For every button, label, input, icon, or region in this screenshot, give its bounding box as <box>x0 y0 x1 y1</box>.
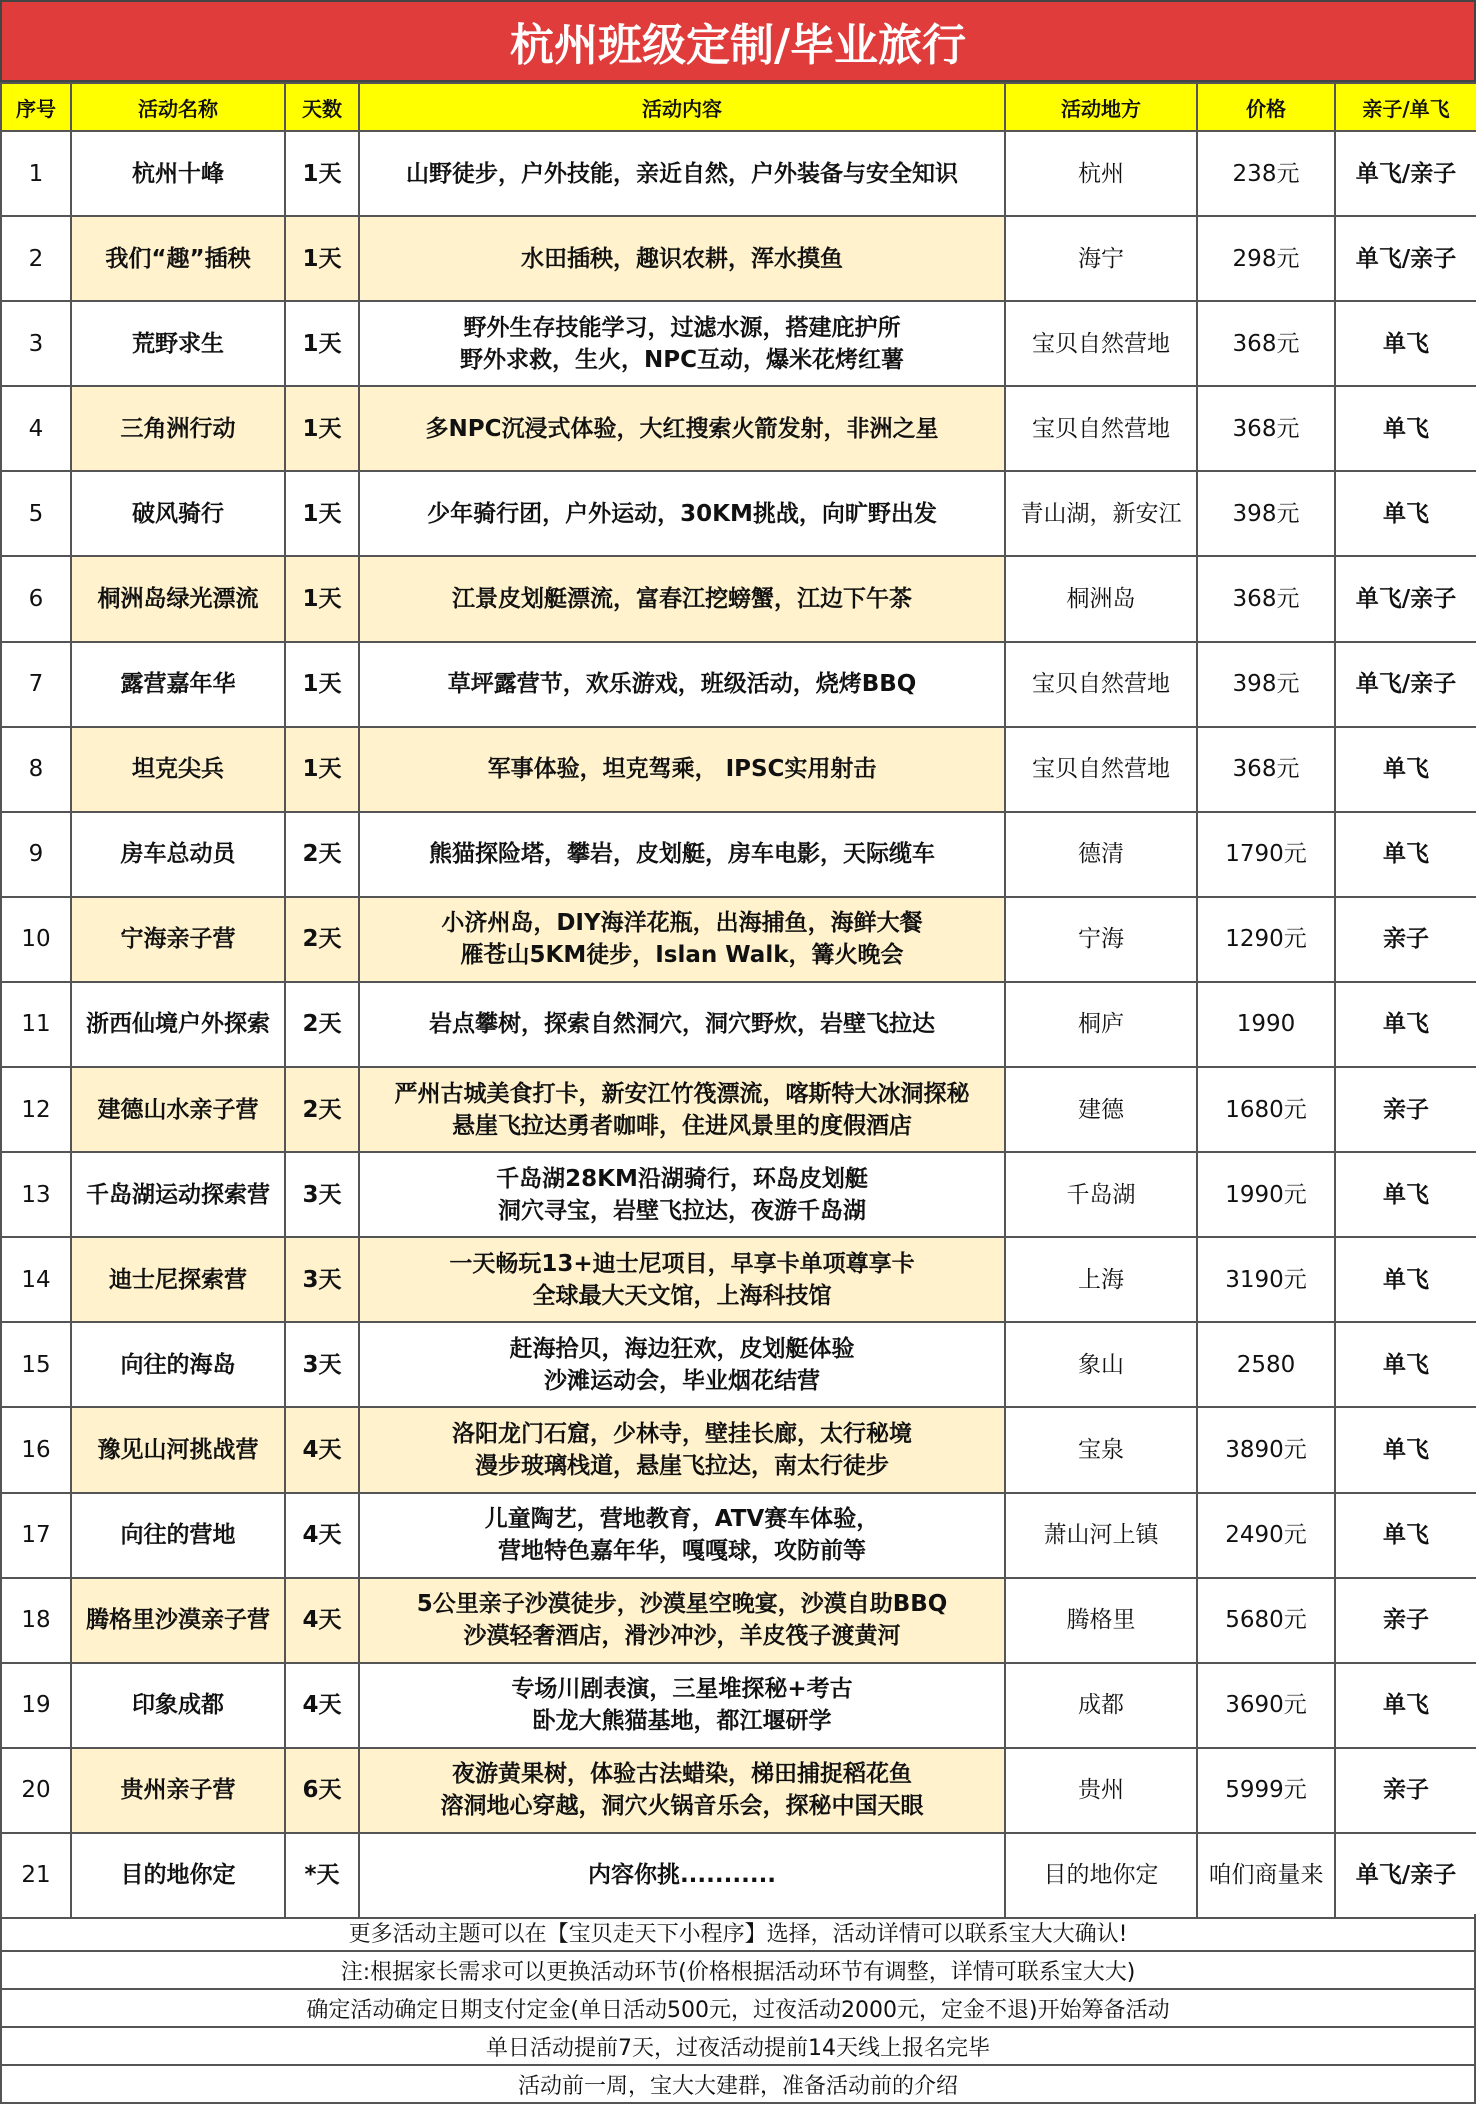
cell-place: 桐洲岛 <box>1005 556 1197 641</box>
cell-price: 咱们商量来 <box>1197 1833 1335 1918</box>
cell-type: 单飞 <box>1335 471 1476 556</box>
cell-no: 6 <box>1 556 71 641</box>
note-line: 活动前一周，宝大大建群，准备活动前的介绍 <box>0 2066 1476 2104</box>
cell-no: 10 <box>1 897 71 982</box>
cell-content <box>359 897 1005 982</box>
cell-no: 1 <box>1 131 71 216</box>
cell-no: 16 <box>1 1407 71 1492</box>
cell-price: 398元 <box>1197 642 1335 727</box>
cell-name: 坦克尖兵 <box>71 727 285 812</box>
note-line: 注:根据家长需求可以更换活动环节(价格根据活动环节有调整，详情可联系宝大大) <box>0 1952 1476 1990</box>
note-line: 更多活动主题可以在【宝贝走天下小程序】选择，活动详情可以联系宝大大确认! <box>0 1914 1476 1952</box>
cell-place: 宝贝自然营地 <box>1005 727 1197 812</box>
content-line: 岩点攀树，探索自然洞穴，洞穴野炊，岩壁飞拉达 <box>429 1011 935 1038</box>
header-name: 活动名称 <box>71 83 285 131</box>
sheet-title: 杭州班级定制/毕业旅行 <box>0 0 1476 82</box>
cell-price: 5680元 <box>1197 1578 1335 1663</box>
cell-price: 368元 <box>1197 727 1335 812</box>
cell-days: 2天 <box>285 897 359 982</box>
cell-no: 11 <box>1 982 71 1067</box>
header-place: 活动地方 <box>1005 83 1197 131</box>
cell-content <box>359 1322 1005 1407</box>
cell-days: 4天 <box>285 1493 359 1578</box>
cell-days: 1天 <box>285 642 359 727</box>
note-line: 单日活动提前7天，过夜活动提前14天线上报名完毕 <box>0 2028 1476 2066</box>
cell-no: 4 <box>1 386 71 471</box>
note-line: 确定活动确定日期支付定金(单日活动500元，过夜活动2000元，定金不退)开始筹备活动 <box>0 1990 1476 2028</box>
cell-name: 房车总动员 <box>71 812 285 897</box>
content-line: 洛阳龙门石窟，少林寺，壁挂长廊，太行秘境 <box>452 1420 912 1447</box>
cell-type: 单飞/亲子 <box>1335 131 1476 216</box>
cell-price: 3690元 <box>1197 1663 1335 1748</box>
content-line: 全球最大天文馆，上海科技馆 <box>532 1282 832 1309</box>
cell-days: 2天 <box>285 812 359 897</box>
cell-days: 3天 <box>285 1152 359 1237</box>
cell-type: 单飞 <box>1335 1322 1476 1407</box>
cell-place: 宝泉 <box>1005 1407 1197 1492</box>
content-line: 专场川剧表演，三星堆探秘+考古 <box>511 1676 853 1703</box>
table-row <box>1 1067 1476 1152</box>
cell-content <box>359 216 1005 301</box>
cell-days: 4天 <box>285 1407 359 1492</box>
cell-days: 2天 <box>285 1067 359 1152</box>
header-no: 序号 <box>1 83 71 131</box>
table-row <box>1 1493 1476 1578</box>
cell-place: 宝贝自然营地 <box>1005 301 1197 386</box>
table-row <box>1 131 1476 216</box>
cell-content <box>359 727 1005 812</box>
table-row <box>1 1237 1476 1322</box>
content-line: 5公里亲子沙漠徒步，沙漠星空晚宴，沙漠自助BBQ <box>416 1591 948 1618</box>
table-row <box>1 1152 1476 1237</box>
cell-content <box>359 1578 1005 1663</box>
cell-no: 13 <box>1 1152 71 1237</box>
content-line: 多NPC沉浸式体验，大红搜索火箭发射，非洲之星 <box>425 415 939 442</box>
content-line: 小济州岛，DIY海洋花瓶，出海捕鱼，海鲜大餐 <box>441 910 923 937</box>
cell-price: 5999元 <box>1197 1748 1335 1833</box>
content-line: 溶洞地心穿越，洞穴火锅音乐会，探秘中国天眼 <box>440 1793 924 1820</box>
cell-no: 17 <box>1 1493 71 1578</box>
cell-type: 单飞 <box>1335 1663 1476 1748</box>
table-row <box>1 1748 1476 1833</box>
cell-price: 2580 <box>1197 1322 1335 1407</box>
cell-days: 1天 <box>285 556 359 641</box>
cell-price: 1990元 <box>1197 1152 1335 1237</box>
cell-place: 贵州 <box>1005 1748 1197 1833</box>
cell-name: 目的地你定 <box>71 1833 285 1918</box>
cell-content <box>359 1748 1005 1833</box>
table-row <box>1 216 1476 301</box>
cell-name: 桐洲岛绿光漂流 <box>71 556 285 641</box>
content-line: 熊猫探险塔，攀岩，皮划艇，房车电影，天际缆车 <box>429 841 935 868</box>
cell-price: 2490元 <box>1197 1493 1335 1578</box>
cell-no: 15 <box>1 1322 71 1407</box>
cell-place: 德清 <box>1005 812 1197 897</box>
content-line: 赶海拾贝，海边狂欢，皮划艇体验 <box>509 1335 855 1362</box>
cell-place: 宝贝自然营地 <box>1005 642 1197 727</box>
content-line: 江景皮划艇漂流，富春江挖螃蟹，江边下午茶 <box>452 586 912 613</box>
cell-price: 1680元 <box>1197 1067 1335 1152</box>
cell-price: 368元 <box>1197 301 1335 386</box>
table-row <box>1 301 1476 386</box>
cell-type: 单飞/亲子 <box>1335 1833 1476 1918</box>
cell-content <box>359 1407 1005 1492</box>
cell-price: 1790元 <box>1197 812 1335 897</box>
cell-type: 单飞 <box>1335 1407 1476 1492</box>
content-line: 沙滩运动会，毕业烟花结营 <box>544 1367 820 1394</box>
cell-name: 印象成都 <box>71 1663 285 1748</box>
cell-days: 1天 <box>285 386 359 471</box>
cell-type: 单飞/亲子 <box>1335 216 1476 301</box>
table-row <box>1 471 1476 556</box>
cell-place: 成都 <box>1005 1663 1197 1748</box>
content-line: 一天畅玩13+迪士尼项目，早享卡单项尊享卡 <box>449 1250 915 1277</box>
table-row <box>1 1407 1476 1492</box>
content-line: 夜游黄果树，体验古法蜡染，梯田捕捉稻花鱼 <box>452 1761 912 1788</box>
cell-days: 1天 <box>285 727 359 812</box>
cell-name: 向往的营地 <box>71 1493 285 1578</box>
cell-no: 19 <box>1 1663 71 1748</box>
cell-no: 20 <box>1 1748 71 1833</box>
cell-price: 298元 <box>1197 216 1335 301</box>
cell-days: 6天 <box>285 1748 359 1833</box>
cell-days: *天 <box>285 1833 359 1918</box>
cell-days: 3天 <box>285 1237 359 1322</box>
cell-content <box>359 131 1005 216</box>
cell-type: 单飞 <box>1335 727 1476 812</box>
cell-type: 单飞 <box>1335 1237 1476 1322</box>
cell-name: 荒野求生 <box>71 301 285 386</box>
content-line: 千岛湖28KM沿湖骑行，环岛皮划艇 <box>496 1165 868 1192</box>
table-row <box>1 642 1476 727</box>
cell-place: 桐庐 <box>1005 982 1197 1067</box>
cell-content <box>359 812 1005 897</box>
cell-place: 象山 <box>1005 1322 1197 1407</box>
cell-days: 2天 <box>285 982 359 1067</box>
cell-name: 建德山水亲子营 <box>71 1067 285 1152</box>
cell-content <box>359 301 1005 386</box>
cell-no: 9 <box>1 812 71 897</box>
cell-days: 1天 <box>285 131 359 216</box>
content-line: 内容你挑........... <box>587 1862 777 1889</box>
cell-content <box>359 982 1005 1067</box>
table-row <box>1 812 1476 897</box>
cell-content <box>359 386 1005 471</box>
cell-name: 浙西仙境户外探索 <box>71 982 285 1067</box>
cell-no: 21 <box>1 1833 71 1918</box>
table-row <box>1 727 1476 812</box>
header-type: 亲子/单飞 <box>1335 83 1476 131</box>
cell-name: 腾格里沙漠亲子营 <box>71 1578 285 1663</box>
cell-place: 宝贝自然营地 <box>1005 386 1197 471</box>
content-line: 雁苍山5KM徒步，Islan Walk，篝火晚会 <box>460 942 904 969</box>
cell-type: 亲子 <box>1335 897 1476 982</box>
content-line: 水田插秧，趣识农耕，浑水摸鱼 <box>521 245 843 272</box>
cell-type: 单飞/亲子 <box>1335 556 1476 641</box>
cell-place: 萧山河上镇 <box>1005 1493 1197 1578</box>
cell-name: 我们“趣”插秧 <box>71 216 285 301</box>
cell-type: 亲子 <box>1335 1067 1476 1152</box>
cell-name: 破风骑行 <box>71 471 285 556</box>
content-line: 少年骑行团，户外运动，30KM挑战，向旷野出发 <box>427 500 937 527</box>
table-row <box>1 386 1476 471</box>
activity-table <box>0 82 1476 1919</box>
header-days: 天数 <box>285 83 359 131</box>
cell-content <box>359 642 1005 727</box>
cell-name: 三角洲行动 <box>71 386 285 471</box>
cell-type: 单飞 <box>1335 812 1476 897</box>
table-header-row <box>1 83 1476 131</box>
cell-price: 368元 <box>1197 386 1335 471</box>
table-body <box>1 131 1476 1918</box>
cell-name: 杭州十峰 <box>71 131 285 216</box>
cell-no: 18 <box>1 1578 71 1663</box>
cell-name: 贵州亲子营 <box>71 1748 285 1833</box>
content-line: 野外求救，生火，NPC互动，爆米花烤红薯 <box>460 346 904 373</box>
header-price: 价格 <box>1197 83 1335 131</box>
cell-place: 宁海 <box>1005 897 1197 982</box>
cell-content <box>359 556 1005 641</box>
notes-section <box>0 1914 1476 2104</box>
cell-content <box>359 1067 1005 1152</box>
cell-name: 千岛湖运动探索营 <box>71 1152 285 1237</box>
cell-type: 单飞 <box>1335 301 1476 386</box>
content-line: 儿童陶艺，营地教育，ATV赛车体验， <box>484 1506 880 1533</box>
cell-price: 1290元 <box>1197 897 1335 982</box>
cell-price: 3890元 <box>1197 1407 1335 1492</box>
cell-type: 单飞 <box>1335 386 1476 471</box>
content-line: 漫步玻璃栈道，悬崖飞拉达，南太行徒步 <box>475 1452 889 1479</box>
cell-place: 腾格里 <box>1005 1578 1197 1663</box>
cell-no: 8 <box>1 727 71 812</box>
cell-no: 3 <box>1 301 71 386</box>
cell-price: 3190元 <box>1197 1237 1335 1322</box>
cell-place: 上海 <box>1005 1237 1197 1322</box>
cell-content <box>359 1152 1005 1237</box>
table-row <box>1 982 1476 1067</box>
table-row <box>1 1578 1476 1663</box>
cell-type: 单飞/亲子 <box>1335 642 1476 727</box>
cell-type: 亲子 <box>1335 1748 1476 1833</box>
cell-name: 露营嘉年华 <box>71 642 285 727</box>
cell-price: 398元 <box>1197 471 1335 556</box>
cell-days: 1天 <box>285 216 359 301</box>
cell-type: 单飞 <box>1335 982 1476 1067</box>
cell-content <box>359 1663 1005 1748</box>
cell-no: 12 <box>1 1067 71 1152</box>
content-line: 卧龙大熊猫基地，都江堰研学 <box>532 1708 832 1735</box>
cell-days: 4天 <box>285 1663 359 1748</box>
cell-name: 迪士尼探索营 <box>71 1237 285 1322</box>
cell-place: 建德 <box>1005 1067 1197 1152</box>
cell-name: 豫见山河挑战营 <box>71 1407 285 1492</box>
cell-days: 1天 <box>285 471 359 556</box>
cell-type: 单飞 <box>1335 1152 1476 1237</box>
cell-days: 3天 <box>285 1322 359 1407</box>
cell-content <box>359 1493 1005 1578</box>
cell-place: 杭州 <box>1005 131 1197 216</box>
cell-type: 单飞 <box>1335 1493 1476 1578</box>
cell-place: 千岛湖 <box>1005 1152 1197 1237</box>
cell-content <box>359 1833 1005 1918</box>
table-row <box>1 556 1476 641</box>
table-row <box>1 897 1476 982</box>
header-content: 活动内容 <box>359 83 1005 131</box>
cell-price: 1990 <box>1197 982 1335 1067</box>
content-line: 草坪露营节，欢乐游戏，班级活动，烧烤BBQ <box>447 671 917 698</box>
cell-place: 目的地你定 <box>1005 1833 1197 1918</box>
cell-no: 5 <box>1 471 71 556</box>
cell-no: 14 <box>1 1237 71 1322</box>
cell-days: 4天 <box>285 1578 359 1663</box>
cell-content <box>359 1237 1005 1322</box>
cell-price: 238元 <box>1197 131 1335 216</box>
cell-days: 1天 <box>285 301 359 386</box>
cell-no: 7 <box>1 642 71 727</box>
content-line: 严州古城美食打卡，新安江竹筏漂流，喀斯特大冰洞探秘 <box>394 1080 970 1107</box>
content-line: 悬崖飞拉达勇者咖啡，住进风景里的度假酒店 <box>452 1112 912 1139</box>
cell-name: 宁海亲子营 <box>71 897 285 982</box>
table-row <box>1 1322 1476 1407</box>
content-line: 山野徒步，户外技能，亲近自然，户外装备与安全知识 <box>406 160 958 187</box>
content-line: 洞穴寻宝，岩壁飞拉达，夜游千岛湖 <box>498 1197 866 1224</box>
cell-type: 亲子 <box>1335 1578 1476 1663</box>
content-line: 沙漠轻奢酒店，滑沙冲沙，羊皮筏子渡黄河 <box>463 1623 901 1650</box>
table-row <box>1 1663 1476 1748</box>
cell-name: 向往的海岛 <box>71 1322 285 1407</box>
cell-place: 海宁 <box>1005 216 1197 301</box>
cell-price: 368元 <box>1197 556 1335 641</box>
content-line: 营地特色嘉年华，嘎嘎球，攻防前等 <box>498 1538 866 1565</box>
content-line: 军事体验，坦克驾乘， IPSC实用射击 <box>487 756 877 783</box>
content-line: 野外生存技能学习，过滤水源，搭建庇护所 <box>463 314 901 341</box>
cell-place: 青山湖，新安江 <box>1005 471 1197 556</box>
cell-no: 2 <box>1 216 71 301</box>
cell-content <box>359 471 1005 556</box>
table-row <box>1 1833 1476 1918</box>
